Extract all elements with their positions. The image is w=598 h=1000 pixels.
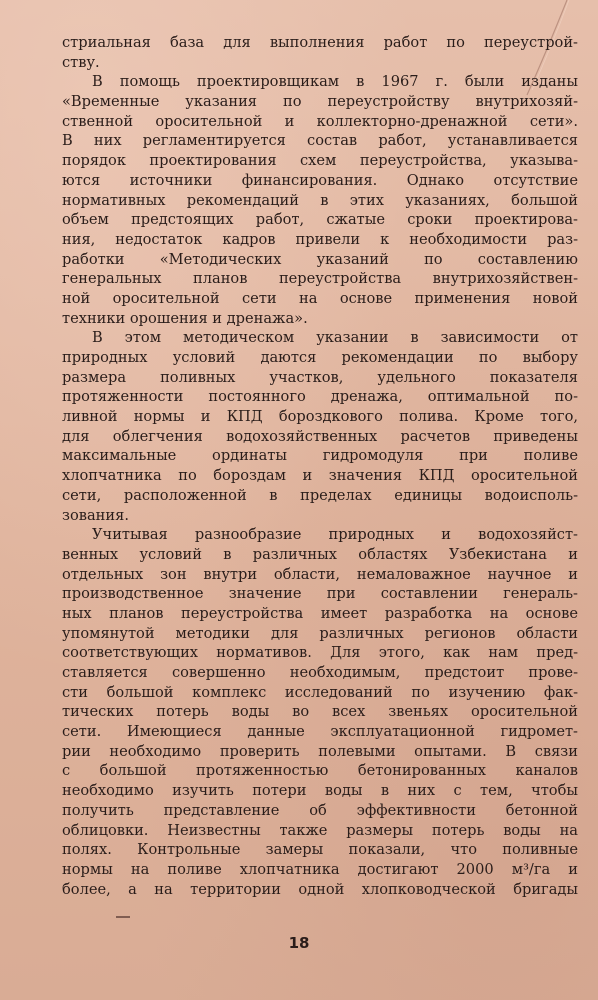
text-line: ной оросительной сети на основе применения новой — [62, 289, 578, 307]
text-line: упомянутой методики для различных регионов области — [62, 624, 578, 642]
text-line: В них регламентируется состав работ, устанавливается — [62, 132, 578, 150]
text-line: Учитывая разнообразие природных и водохозяйст- — [92, 526, 578, 544]
text-line: для облегчения водохозяйственных расчетов приведены — [62, 427, 578, 445]
page-number: 18 — [288, 934, 310, 952]
text-line: природных условий даются рекомендации по выбору — [62, 349, 578, 366]
text-line: «Временные указания по переустройству внутрихозяй- — [62, 93, 578, 111]
text-line: работки «Методических указаний по составлению — [62, 250, 578, 268]
text-line: полях. Контрольные замеры показали, что поливные — [62, 841, 578, 859]
text-line: ных планов переустройства имеет разработка на основе — [62, 604, 578, 622]
text-line: более, а на территории одной хлопководческой бригады — [62, 880, 578, 898]
text-line: В помощь проектировщикам в 1967 г. были изданы — [92, 73, 578, 91]
text-line: ственной оросительной и коллекторно-дренажной сети». — [62, 112, 578, 130]
text-line: ставляется совершенно необходимым, предстоит прове- — [62, 664, 578, 681]
text-line: стриальная база для выполнения работ по переустрой- — [62, 34, 578, 51]
text-line: ния, недостаток кадров привели к необходимости раз- — [62, 230, 578, 248]
text-line: размера поливных участков, удельного показателя — [62, 368, 578, 386]
text-line: производственное значение при составлении генераль- — [62, 585, 578, 603]
text-line: зования. — [62, 506, 129, 524]
text-line: ству. — [62, 53, 100, 71]
text-line: сети. Имеющиеся данные эксплуатационной гидромет- — [62, 723, 578, 741]
text-line: венных условий в различных областях Узбекистана и — [62, 545, 578, 563]
text-line: соответствующих нормативов. Для этого, как нам пред- — [62, 644, 578, 662]
text-line: рии необходимо проверить полевыми опытами. В связи — [62, 742, 578, 760]
text-line: объем предстоящих работ, сжатые сроки проектирова- — [62, 211, 578, 229]
text-line: ются источники финансирования. Однако отсутствие — [62, 171, 578, 189]
text-line: необходимо изучить потери воды в них с тем, чтобы — [62, 782, 578, 800]
text-line: нормативных рекомендаций в этих указаниях, большой — [62, 191, 578, 209]
text-line: ливной нормы и КПД бороздкового полива. Кроме того, — [62, 408, 578, 426]
text-line: получить представление об эффективности бетонной — [62, 801, 578, 819]
text-line: облицовки. Неизвестны также размеры потерь воды на — [62, 821, 578, 839]
text-line: тических потерь воды во всех звеньях оросительной — [62, 703, 578, 721]
body-text — [62, 33, 578, 899]
text-line: протяженности постоянного дренажа, оптимальной по- — [62, 388, 578, 406]
text-line: нормы на поливе хлопчатника достигают 2000 м³/га и — [62, 860, 578, 878]
text-line: максимальные ординаты гидромодуля при поливе — [62, 447, 578, 465]
text-line: техники орошения и дренажа». — [62, 309, 308, 327]
ink-mark — [116, 916, 130, 918]
text-line: сети, расположенной в пределах единицы водоисполь- — [62, 486, 578, 504]
text-line: хлопчатника по бороздам и значения КПД оросительной — [62, 467, 578, 485]
text-line: В этом методическом указании в зависимости от — [92, 329, 578, 347]
text-line: отдельных зон внутри области, немаловажное научное и — [62, 565, 578, 583]
text-line: генеральных планов переустройства внутрихозяйствен- — [62, 270, 578, 288]
text-line: с большой протяженностью бетонированных каналов — [62, 762, 578, 780]
text-line: сти большой комплекс исследований по изучению фак- — [62, 683, 578, 701]
text-line: порядок проектирования схем переустройства, указыва- — [62, 152, 578, 170]
